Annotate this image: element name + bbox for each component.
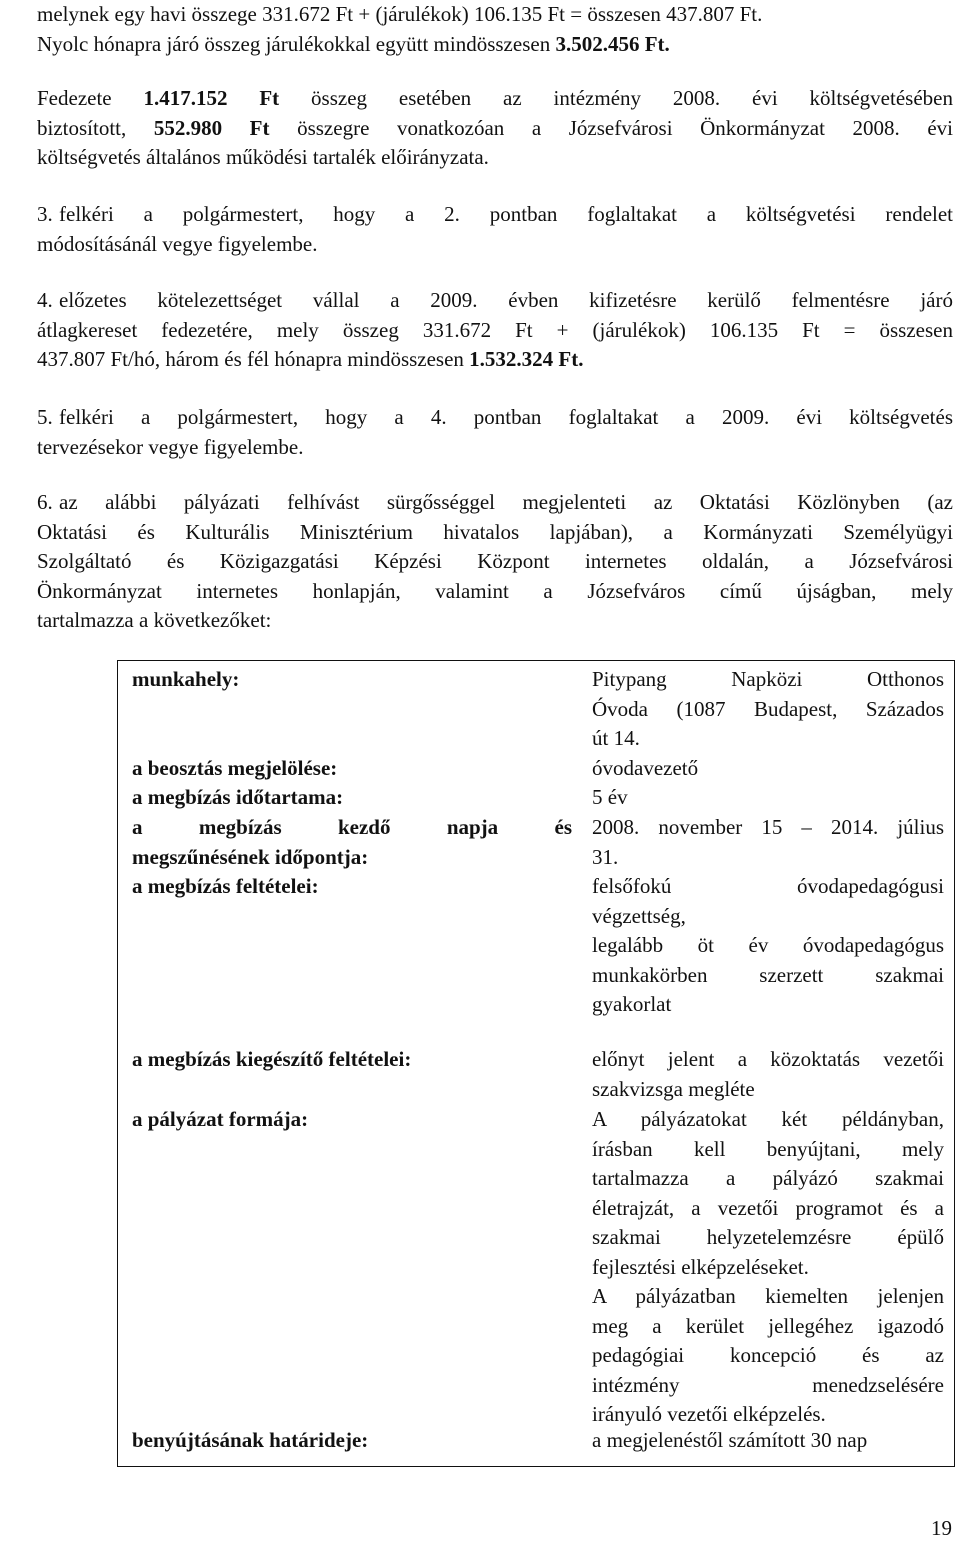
fedezet-amount-1: 1.417.152 Ft <box>143 86 280 110</box>
fedezet-text: összegre vonatkozóan a Józsefvárosi Önkormányzat 2008. évi <box>269 115 953 140</box>
row-label: a megbízás feltételei: <box>132 874 319 898</box>
item-line: Oktatási és Kulturális Minisztérium hivatalos lapjában), a Kormányzati Személyügyi <box>37 519 953 544</box>
row-label: a megbízás időtartama: <box>132 785 344 809</box>
item-number: 3. <box>37 202 53 226</box>
fedezet-line-3: költségvetés általános működési tartalék előirányzata. <box>37 145 489 169</box>
intro-text: Nyolc hónapra járó összeg járulékokkal együtt mindösszesen <box>37 31 556 56</box>
item-line: az alábbi pályázati felhívást sürgősséggel megjelenteti az Oktatási Közlönyben (az <box>59 490 953 514</box>
item-4-total-amount: 1.532.324 Ft <box>469 347 579 371</box>
intro-total-amount: 3.502.456 Ft <box>555 31 665 56</box>
row-value: felsőfokú óvodapedagógusi végzettség, legalább öt év óvodapedagógus munkakörben szerzett szakmai gyakorlat <box>592 874 944 1016</box>
item-period: . <box>578 347 584 371</box>
resolution-item-3 <box>37 200 953 259</box>
item-line <box>37 345 953 375</box>
row-value: óvodavezető <box>592 756 699 780</box>
resolution-item-6 <box>37 488 953 636</box>
item-line: tartalmazza a következőket: <box>37 608 272 632</box>
item-number: 6. <box>37 490 53 514</box>
fedezet-text: biztosított, <box>37 115 154 140</box>
row-label: a beosztás megjelölése: <box>132 756 338 780</box>
item-line: Szolgáltató és Közigazgatási Képzési Központ internetes oldalán, a Józsefvárosi <box>37 549 953 573</box>
fedezet-paragraph <box>37 84 953 173</box>
row-label: a megbízás kiegészítő feltételei: <box>132 1047 412 1071</box>
item-line: módosításánál vegye figyelembe. <box>37 231 318 256</box>
item-line: átlagkereset fedezetére, mely összeg 331.672 Ft + (járulékok) 106.135 Ft = összesen <box>37 317 953 342</box>
intro-paragraph <box>37 0 953 59</box>
row-value: Pitypang Napközi Otthonos Óvoda (1087 Budapest, Százados út 14. <box>592 667 944 750</box>
item-number: 5. <box>37 405 53 429</box>
resolution-item-5 <box>37 403 953 462</box>
item-line: tervezésekor vegye figyelembe. <box>37 434 304 459</box>
item-line: felkéri a polgármestert, hogy a 4. pontban foglaltakat a 2009. évi költségvetés <box>59 405 953 429</box>
job-posting-table <box>117 660 955 1467</box>
intro-period: . <box>664 31 670 56</box>
row-value: 2008. november 15 – 2014. július 31. <box>592 815 944 869</box>
fedezet-line-1 <box>37 84 953 114</box>
intro-line-1: melynek egy havi összege 331.672 Ft + (járulékok) 106.135 Ft = összesen 437.807 Ft. <box>37 2 763 26</box>
row-value: a megjelenéstől számított 30 nap <box>592 1428 868 1452</box>
row-label: a pályázat formája: <box>132 1107 309 1131</box>
row-value: előnyt jelent a közoktatás vezetői szakvizsga megléte <box>592 1047 944 1101</box>
item-line: Önkormányzat internetes honlapján, valamint a Józsefváros című újságban, mely <box>37 578 953 603</box>
item-number: 4. <box>37 288 53 312</box>
fedezet-text: összeg esetében az intézmény 2008. évi költségvetésében <box>279 86 953 110</box>
page-number: 19 <box>931 1516 952 1540</box>
row-value: 5 év <box>592 785 628 809</box>
intro-line-2 <box>37 30 953 60</box>
row-label: a megbízás kezdő napja és megszűnésének időpontja: <box>132 815 572 869</box>
item-text: 437.807 Ft/hó, három és fél hónapra mindösszesen <box>37 347 470 371</box>
row-value: A pályázatokat két példányban, írásban kell benyújtani, mely tartalmazza a pályázó szakmai életrajzát, a vezetői programot és a szakmai helyzetelemzésre épülő fejlesztési elképzeléseket. A pályázatban kiemelten jelenjen meg a kerület jellegéhez igazodó pedagógiai koncepció és az intézmény menedzselésére irányuló vezetői elképzelés. <box>592 1107 944 1426</box>
item-line: felkéri a polgármestert, hogy a 2. pontban foglaltakat a költségvetési rendelet <box>59 202 953 226</box>
fedezet-line-2 <box>37 114 953 144</box>
item-line: előzetes kötelezettséget vállal a 2009. évben kifizetésre kerülő felmentésre járó <box>59 288 953 312</box>
row-label: benyújtásának határideje: <box>132 1428 369 1452</box>
fedezet-text: Fedezete <box>37 86 144 110</box>
resolution-item-4 <box>37 286 953 375</box>
row-label: munkahely: <box>132 667 240 691</box>
fedezet-amount-2: 552.980 Ft <box>153 115 270 140</box>
